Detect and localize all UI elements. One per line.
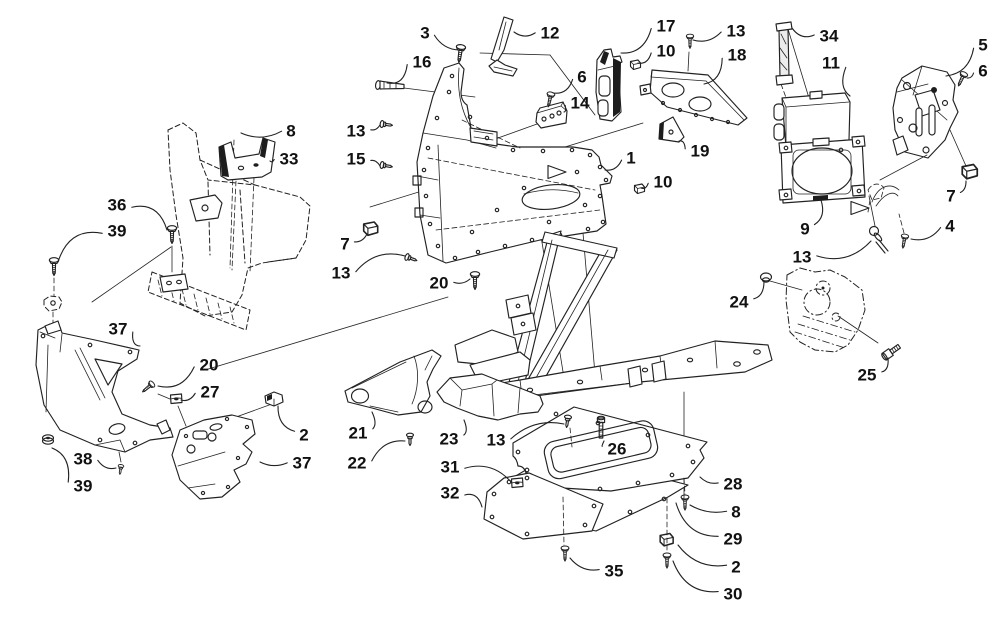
part-14-bracket: [536, 102, 567, 128]
leader-line-20: [454, 279, 470, 283]
callout-label-36: 36: [107, 195, 127, 215]
leader-line-7: [960, 181, 966, 192]
callout-label-4: 4: [945, 216, 955, 236]
callout-label-13: 13: [726, 21, 746, 41]
leader-line-13: [817, 241, 871, 259]
callout-label-13: 13: [792, 247, 812, 267]
part-24-bolt: [761, 273, 803, 290]
leader-line-36: [132, 206, 167, 230]
leader-line-39: [52, 448, 69, 482]
leader-line-16: [387, 65, 407, 84]
part-36-screw: [92, 226, 188, 302]
callout-label-37: 37: [108, 319, 128, 339]
leader-line-15: [371, 160, 380, 166]
part-25-bolt: [838, 316, 901, 361]
callout-label-28: 28: [723, 474, 743, 494]
callout-label-24: 24: [729, 292, 749, 312]
callout-label-19: 19: [690, 141, 710, 161]
callout-label-27: 27: [200, 382, 220, 402]
leader-line-28: [700, 477, 718, 483]
leader-line-3: [434, 35, 459, 50]
leader-line-13: [693, 32, 721, 41]
callout-label-6: 6: [577, 67, 587, 87]
leader-line-34: [792, 28, 814, 37]
part-4-screw: [899, 214, 909, 249]
leader-line-35: [570, 558, 599, 570]
callout-label-26: 26: [607, 439, 627, 459]
leader-line-4: [911, 228, 941, 240]
triangle-right-icon: [851, 202, 869, 215]
part-21-duct: [345, 350, 441, 415]
part-37-front-panel: [172, 415, 255, 499]
leader-line-37: [260, 462, 287, 466]
leader-line-37: [133, 332, 140, 346]
callout-label-8: 8: [731, 502, 741, 522]
callout-label-16: 16: [412, 52, 432, 72]
part-11-box: [774, 91, 850, 147]
callout-label-5: 5: [978, 35, 988, 55]
leader-line-12: [514, 32, 535, 36]
part-3-screw: [454, 44, 466, 63]
part-38-rivet: [117, 452, 124, 475]
leader-line-23: [464, 420, 466, 435]
leader-line-22: [372, 441, 405, 461]
callout-label-18: 18: [727, 45, 747, 65]
callout-label-13: 13: [486, 430, 506, 450]
leader-line-38: [98, 460, 116, 468]
callout-label-31: 31: [440, 457, 460, 477]
part-8-screw: [681, 478, 689, 510]
callout-label-21: 21: [348, 423, 368, 443]
callout-label-13: 13: [346, 121, 366, 141]
part-13-rivet: [404, 253, 418, 264]
part-5-bracket: [880, 66, 966, 180]
mount-bracket: [190, 195, 222, 221]
part-9-plate: [779, 136, 865, 203]
callout-label-30: 30: [723, 584, 743, 604]
leader-line-13: [356, 254, 405, 272]
callout-label-29: 29: [723, 529, 743, 549]
leader-line-11: [843, 67, 850, 96]
callout-label-17: 17: [656, 16, 676, 36]
callout-label-14: 14: [570, 93, 590, 113]
part-33-bracket: [219, 138, 275, 272]
callout-label-37: 37: [292, 453, 312, 473]
part-20-screw: [470, 272, 479, 290]
leader-line-2: [678, 545, 727, 566]
part-19-bracket: [659, 117, 684, 142]
part-35-screw: [561, 546, 569, 561]
leader-line-27: [181, 393, 195, 400]
callout-label-13: 13: [331, 263, 351, 283]
callout-label-20: 20: [429, 273, 449, 293]
leader-line-39: [58, 232, 102, 262]
callout-label-20: 20: [199, 355, 219, 375]
callout-label-6: 6: [978, 61, 988, 81]
leader-line-2: [278, 406, 295, 431]
leader-line-17: [621, 29, 651, 53]
part-7-clip: [364, 222, 378, 235]
callout-label-11: 11: [822, 53, 840, 73]
part-39-nut: [43, 435, 54, 444]
part-17-side-panel: [596, 49, 622, 121]
part-7-clip: [962, 165, 977, 179]
callout-label-3: 3: [420, 23, 430, 43]
part-20-screw: [140, 380, 170, 399]
callout-label-32: 32: [440, 483, 460, 503]
chassis-corner-dashed: [786, 268, 865, 352]
callout-label-35: 35: [604, 561, 624, 581]
part-15-rivet: [380, 161, 393, 170]
part-10-clip: [631, 60, 641, 70]
callout-label-34: 34: [819, 26, 839, 46]
leader-line-1: [605, 160, 622, 170]
part-22-rivet: [407, 433, 414, 445]
callout-label-10: 10: [656, 41, 676, 61]
callout-label-39: 39: [107, 221, 127, 241]
leader-line-8: [690, 505, 727, 512]
leader-line-7: [354, 234, 367, 242]
leader-line-8: [241, 131, 282, 137]
callout-label-1: 1: [626, 148, 636, 168]
leader-line-24: [754, 281, 764, 299]
callout-label-23: 23: [439, 429, 459, 449]
callout-label-9: 9: [800, 219, 810, 239]
part-30-screw: [663, 553, 671, 568]
callout-label-12: 12: [540, 23, 560, 43]
callout-label-38: 38: [73, 449, 93, 469]
callout-label-2: 2: [731, 557, 741, 577]
chassis-spar-lines: [872, 186, 899, 206]
part-2-clip: [265, 392, 283, 406]
part-27-clip-nut: [171, 394, 187, 426]
leader-line-21: [372, 412, 375, 429]
callout-label-7: 7: [946, 186, 956, 206]
part-13-rivet: [380, 120, 393, 128]
leader-line-20: [158, 367, 194, 387]
frame-assembly: [452, 231, 772, 404]
callout-label-33: 33: [279, 149, 299, 169]
leader-line-13: [371, 125, 380, 130]
part-13-pin: [869, 196, 888, 253]
part-16-bolt: [375, 80, 404, 89]
callout-label-22: 22: [347, 453, 367, 473]
part-12-lever: [489, 17, 517, 76]
leader-line-9: [814, 200, 822, 225]
callout-label-15: 15: [346, 149, 366, 169]
callout-label-2: 2: [299, 425, 309, 445]
leader-line-32: [465, 494, 482, 507]
part-39-screw-washer: [44, 258, 62, 326]
leader-line-19: [679, 141, 685, 149]
callout-label-25: 25: [857, 365, 877, 385]
callout-label-7: 7: [340, 234, 350, 254]
callout-label-8: 8: [286, 121, 296, 141]
callout-label-10: 10: [653, 172, 673, 192]
part-13-screw: [686, 34, 693, 48]
leader-line-5: [946, 48, 974, 76]
callout-label-39: 39: [73, 476, 93, 496]
